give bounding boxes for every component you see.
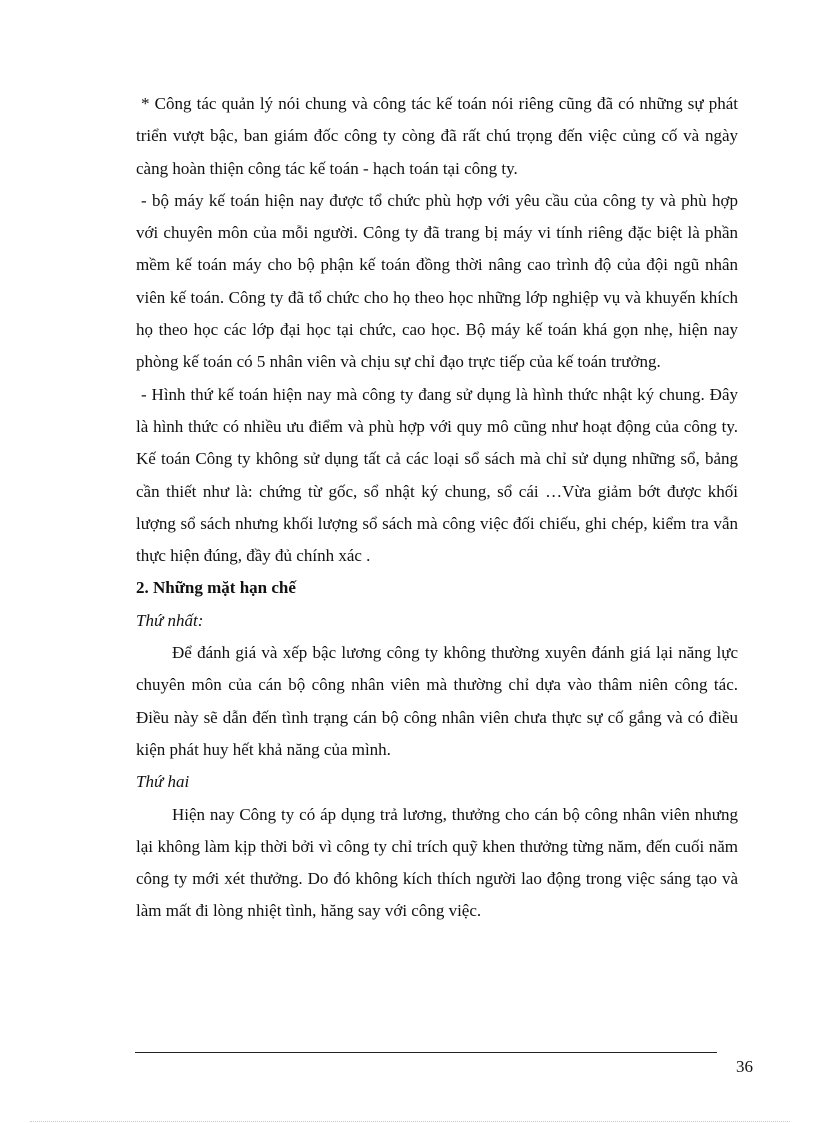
paragraph-accounting-form: - Hình thứ kế toán hiện nay mà công ty đang sử dụng là hình thức nhật ký chung. Đây là hình thức có nhiều ưu điểm và phù hợp với quy mô cũng như hoạt động của công ty. Kế toán Công ty không sử dụng tất cả các loại sổ sách mà chỉ sử dụng những sổ, bảng cần thiết như là: chứng từ gốc, sổ nhật ký chung, sổ cái …Vừa giảm bớt được khối lượng sổ sách nhưng khối lượng sổ sách mà công việc đối chiếu, ghi chép, kiểm tra vẫn thực hiện đúng, đầy đủ chính xác . — [136, 384, 738, 566]
footer-rule — [135, 1052, 717, 1053]
first-label: Thứ nhất: — [136, 610, 204, 630]
second-label: Thứ hai — [136, 772, 190, 792]
page-number: 36 — [736, 1057, 753, 1076]
paragraph-management: * Công tác quản lý nói chung và công tác kế toán nói riêng cũng đã có những sự phát triển vượt bậc, ban giám đốc công ty còng đã rất chú trọng đến việc củng cố và ngày càng hoàn thiện công tác kế toán - hạch toán tại công ty. — [136, 94, 738, 178]
paragraph-accounting-staff: - bộ máy kế toán hiện nay được tổ chức phù hợp với yêu cầu của công ty và phù hợp với chuyên môn của mỗi người. Công ty đã trang bị máy vi tính riêng đặc biệt là phần mềm kế toán máy cho bộ phận kế toán đồng thời nâng cao trình độ của đội ngũ nhân viên kế toán. Công ty đã tổ chức cho họ theo học những lớp nghiệp vụ và khuyến khích họ theo học các lớp đại học tại chức, cao học. Bộ máy kế toán khá gọn nhẹ, hiện nay phòng kế toán có 5 nhân viên và chịu sự chỉ đạo trực tiếp của kế toán trưởng. — [136, 190, 738, 372]
page-body — [136, 88, 738, 928]
page-edge-divider — [30, 1121, 790, 1122]
section-heading: 2. Những mặt hạn chế — [136, 578, 296, 598]
paragraph-first-limitation: Để đánh giá và xếp bậc lương công ty không thường xuyên đánh giá lại năng lực chuyên môn của cán bộ công nhân viên mà thường chỉ dựa vào thâm niên công tác. Điều này sẽ dẫn đến tình trạng cán bộ công nhân viên chưa thực sự cố gắng và có điều kiện phát huy hết khả năng của mình. — [136, 643, 738, 759]
paragraph-second-limitation: Hiện nay Công ty có áp dụng trả lương, thưởng cho cán bộ công nhân viên nhưng lại không làm kịp thời bởi vì công ty chỉ trích quỹ khen thưởng từng năm, đến cuối năm công ty mới xét thưởng. Do đó không kích thích người lao động trong việc sáng tạo và làm mất đi lòng nhiệt tình, hăng say với công việc. — [136, 804, 738, 921]
